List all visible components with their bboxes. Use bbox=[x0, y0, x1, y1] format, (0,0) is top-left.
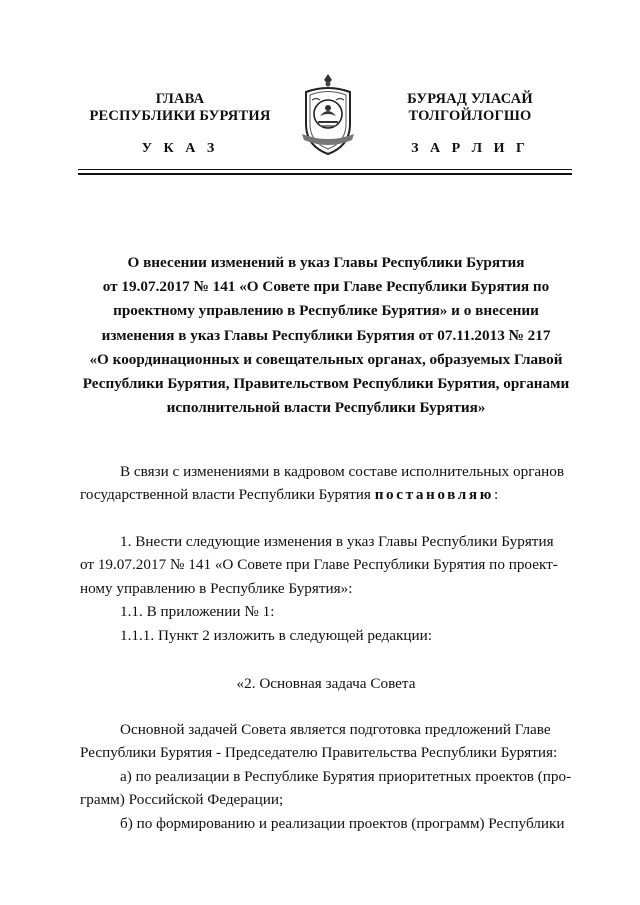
item1-line2: от 19.07.2017 № 141 «О Совете при Главе Республики Бурятия по проект- bbox=[80, 556, 558, 574]
preamble-paragraph bbox=[80, 460, 572, 507]
header-left-line1: ГЛАВА bbox=[155, 91, 205, 107]
header-right-line2: ТОЛГОЙЛОГШО bbox=[408, 108, 532, 124]
preamble-line2 bbox=[80, 483, 572, 506]
title-line: проектному управлению в Республике Бурятия» и о внесении bbox=[113, 302, 539, 320]
section-heading: «2. Основная задача Совета bbox=[236, 675, 416, 692]
preamble-colon: : bbox=[493, 486, 499, 504]
doc-type-right: З А Р Л И Г bbox=[411, 141, 529, 156]
header-rule-thick bbox=[78, 173, 572, 175]
title-line: Республики Бурятия, Правительством Республики Бурятия, органами bbox=[82, 375, 570, 393]
keyword-postanovlyayu: постановляю bbox=[374, 486, 494, 504]
header-left-line2: РЕСПУБЛИКИ БУРЯТИЯ bbox=[89, 108, 271, 124]
item-a-line2: грамм) Российской Федерации; bbox=[80, 791, 284, 809]
header-right-line1: БУРЯАД УЛАСАЙ bbox=[407, 91, 533, 107]
title-line: «О координационных и совещательных органах, образуемых Главой bbox=[89, 350, 563, 368]
document-title bbox=[80, 251, 572, 420]
doc-type-left: У К А З bbox=[141, 141, 219, 156]
header-right bbox=[372, 91, 568, 125]
coat-of-arms-icon bbox=[296, 72, 360, 158]
title-line: О внесении изменений в указ Главы Республики Бурятия bbox=[127, 254, 525, 271]
title-line: изменения в указ Главы Республики Бурятия от 07.11.2013 № 217 bbox=[101, 326, 551, 344]
para2-line1: Основной задачей Совета является подготовка предложений Главе bbox=[120, 721, 551, 738]
para2-line2: Республики Бурятия - Председателю Правительства Республики Бурятия: bbox=[80, 744, 558, 762]
title-line: исполнительной власти Республики Бурятия» bbox=[166, 399, 486, 417]
item-b-line1: б) по формированию и реализации проектов (программ) Республики bbox=[120, 814, 565, 832]
item-a-line1: а) по реализации в Республике Бурятия приоритетных проектов (про- bbox=[120, 767, 572, 785]
preamble-line1: В связи с изменениями в кадровом составе исполнительных органов bbox=[120, 463, 565, 480]
title-line: от 19.07.2017 № 141 «О Совете при Главе Республики Бурятия по bbox=[102, 278, 550, 296]
item1-line1: 1. Внести следующие изменения в указ Главы Республики Бурятия bbox=[120, 533, 554, 550]
item1-line3: ному управлению в Республике Бурятия»: bbox=[80, 579, 353, 597]
header-rule-thin bbox=[78, 169, 572, 170]
item-1 bbox=[80, 530, 572, 647]
item1-1-1: 1.1.1. Пункт 2 изложить в следующей редакции: bbox=[120, 626, 433, 644]
item1-1: 1.1. В приложении № 1: bbox=[120, 603, 275, 621]
preamble-line2-text: государственной власти Республики Бурятия bbox=[80, 486, 375, 504]
task-paragraph bbox=[80, 718, 572, 835]
header-left bbox=[82, 91, 278, 125]
